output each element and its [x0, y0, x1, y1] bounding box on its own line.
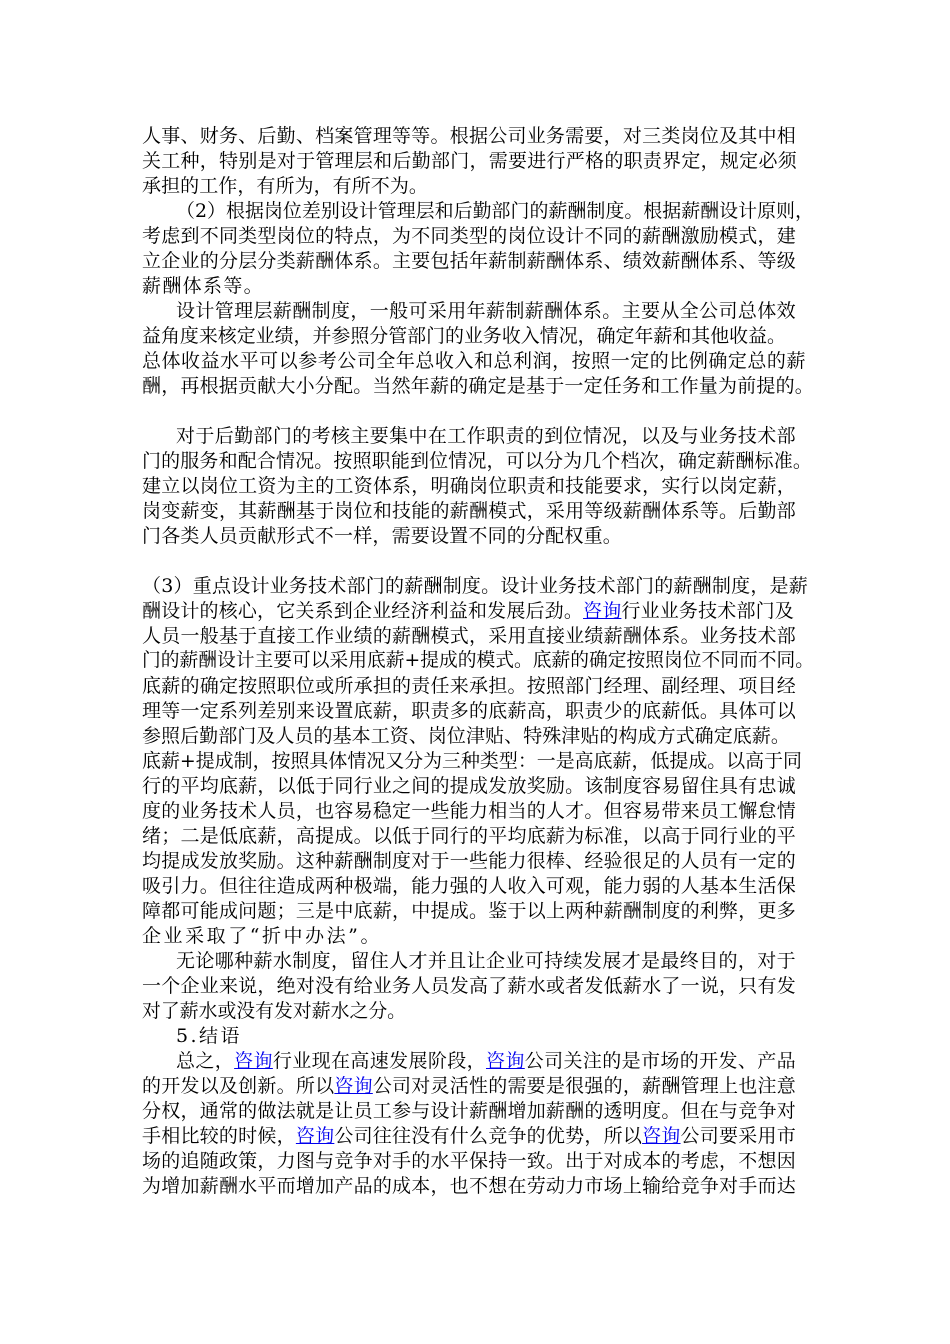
- text-run: 参照后勤部门及人员的基本工资、岗位津贴、特殊津贴的构成方式确定底薪。: [142, 725, 790, 747]
- text-run: 设计管理层薪酬制度，一般可采用年薪制薪酬体系。主要从全公司总体效: [176, 300, 797, 322]
- text-run: 对了薪水或没有发对薪水之分。: [142, 1000, 407, 1022]
- text-line: [142, 1173, 796, 1199]
- text-line: [142, 173, 428, 199]
- text-line: [142, 723, 790, 749]
- text-line: [142, 598, 794, 624]
- text-run: 障都可能成问题；三是中底薪，中提成。鉴于以上两种薪酬制度的利弊，更多: [142, 900, 796, 922]
- text-run: 薪酬体系等。: [142, 275, 264, 297]
- text-run: （2）根据岗位差别设计管理层和后勤部门的薪酬制度。根据薪酬设计原则，: [176, 200, 814, 222]
- text-run: 的开发以及创新。所以: [142, 1075, 335, 1097]
- text-run: 企业采取了“折中办法”。: [142, 925, 382, 947]
- text-run: 关工种，特别是对于管理层和后勤部门，需要进行严格的职责界定，规定必须: [142, 150, 797, 172]
- text-run: 总之，: [176, 1050, 235, 1072]
- text-run: 无论哪种薪水制度，留住人才并且让企业可持续发展才是最终目的，对于: [176, 950, 797, 972]
- text-run: 公司关注的是市场的开发、产品: [524, 1050, 796, 1072]
- text-run: 场的追随政策，力图与竞争对手的水平保持一致。出于对成本的考虑，不想因: [142, 1150, 796, 1172]
- text-line: [142, 673, 796, 699]
- text-line: [142, 1098, 796, 1124]
- text-line: [142, 1148, 796, 1174]
- text-run: 酬设计的核心，它关系到企业经济利益和发展后劲。: [142, 600, 584, 622]
- text-run: 公司要采用市: [680, 1125, 796, 1147]
- text-line: [142, 898, 796, 924]
- text-run: 人事、财务、后勤、档案管理等等。根据公司业务需要，对三类岗位及其中相: [142, 125, 796, 147]
- text-line: [142, 473, 796, 499]
- text-run: 5.结语: [176, 1025, 242, 1047]
- text-run: 为增加薪酬水平而增加产品的成本，也不想在劳动力市场上输给竞争对手而达: [142, 1175, 796, 1197]
- text-line: [142, 998, 406, 1024]
- text-run: （3）重点设计业务技术部门的薪酬制度。设计业务技术部门的薪酬制度，是薪: [142, 575, 809, 597]
- consulting-link[interactable]: 咨询: [583, 600, 622, 622]
- text-run: 绪；二是低底薪，高提成。以低于同行的平均底薪为标准，以高于同行业的平: [142, 825, 796, 847]
- text-line: [142, 773, 796, 799]
- text-run: 立企业的分层分类薪酬体系。主要包括年薪制薪酬体系、绩效薪酬体系、等级: [142, 250, 796, 272]
- text-run: 一个企业来说，绝对没有给业务人员发高了薪水或者发低薪水了一说，只有发: [142, 975, 796, 997]
- text-line: [176, 1023, 242, 1049]
- text-run: 行的平均底薪，以低于同行业之间的提成发放奖励。该制度容易留住具有忠诚: [142, 775, 796, 797]
- text-line: [176, 423, 796, 449]
- text-run: 理等一定系列差别来设置底薪，职责多的底薪高，职责少的底薪低。具体可以: [142, 700, 796, 722]
- text-line: [142, 498, 796, 524]
- consulting-link[interactable]: 咨询: [642, 1125, 681, 1147]
- text-run: 人员一般基于直接工作业绩的薪酬模式，采用直接业绩薪酬体系。业务技术部: [142, 625, 796, 647]
- text-line: [142, 698, 796, 724]
- text-run: 门各类人员贡献形式不一样，需要设置不同的分配权重。: [142, 525, 622, 547]
- consulting-link[interactable]: 咨询: [234, 1050, 273, 1072]
- text-run: 分权，通常的做法就是让员工参与设计薪酬增加薪酬的透明度。但在与竞争对: [142, 1100, 796, 1122]
- consulting-link[interactable]: 咨询: [295, 1125, 335, 1147]
- text-line: [142, 623, 796, 649]
- text-line: [142, 273, 264, 299]
- text-run: 总体收益水平可以参考公司全年总收入和总利润，按照一定的比例确定总的薪: [142, 350, 806, 372]
- text-line: [142, 798, 796, 824]
- text-run: 门的薪酬设计主要可以采用底薪+提成的模式。底薪的确定按照岗位不同而不同。: [142, 650, 814, 671]
- text-line: [176, 298, 796, 324]
- text-run: 行业现在高速发展阶段，: [272, 1050, 486, 1072]
- text-line: [142, 1073, 796, 1099]
- text-run: 益角度来核定业绩，并参照分管部门的业务收入情况，确定年薪和其他收益。: [142, 325, 786, 347]
- text-line: [142, 823, 796, 849]
- text-line: [142, 573, 808, 599]
- text-run: 承担的工作，有所为，有所不为。: [142, 175, 428, 197]
- text-line: [142, 923, 382, 949]
- text-line: [142, 373, 814, 399]
- text-run: 底薪+提成制，按照具体情况又分为三种类型：一是高底薪，低提成。以高于同: [142, 750, 802, 772]
- text-line: [142, 1123, 796, 1149]
- text-line: [142, 448, 812, 474]
- text-run: 手相比较的时候，: [142, 1125, 296, 1147]
- text-line: [142, 348, 806, 374]
- text-run: 公司对灵活性的需要是很强的，薪酬管理上也注意: [372, 1075, 796, 1097]
- text-run: 底薪的确定按照职位或所承担的责任来承担。按照部门经理、副经理、项目经: [142, 675, 796, 697]
- text-run: 吸引力。但往往造成两种极端，能力强的人收入可观，能力弱的人基本生活保: [142, 875, 796, 897]
- consulting-link[interactable]: 咨询: [485, 1050, 525, 1072]
- text-line: [176, 1048, 796, 1074]
- text-run: 酬，再根据贡献大小分配。当然年薪的确定是基于一定任务和工作量为前提的。: [142, 375, 815, 397]
- text-run: 行业业务技术部门及: [621, 600, 794, 622]
- text-line: [142, 748, 802, 774]
- text-line: [142, 123, 796, 149]
- text-line: [176, 948, 796, 974]
- text-run: 对于后勤部门的考核主要集中在工作职责的到位情况，以及与业务技术部: [176, 425, 797, 447]
- text-run: 考虑到不同类型岗位的特点，为不同类型的岗位设计不同的薪酬激励模式，建: [142, 225, 796, 247]
- text-line: [142, 248, 796, 274]
- text-run: 度的业务技术人员，也容易稳定一些能力相当的人才。但容易带来员工懈怠情: [142, 800, 796, 822]
- text-line: [142, 148, 797, 174]
- text-line: [142, 523, 622, 549]
- text-line: [142, 323, 786, 349]
- consulting-link[interactable]: 咨询: [334, 1075, 373, 1097]
- text-line: [142, 848, 796, 874]
- text-line: [142, 223, 796, 249]
- text-line: [176, 198, 814, 224]
- text-line: [142, 648, 814, 674]
- text-run: 均提成发放奖励。这种薪酬制度对于一些能力很棒、经验很足的人员有一定的: [142, 850, 796, 872]
- text-run: 门的服务和配合情况。按照职能到位情况，可以分为几个档次，确定薪酬标准。: [142, 450, 812, 472]
- text-run: 岗变薪变，其薪酬基于岗位和技能的薪酬模式，采用等级薪酬体系等。后勤部: [142, 500, 796, 522]
- text-line: [142, 973, 796, 999]
- text-run: 建立以岗位工资为主的工资体系，明确岗位职责和技能要求，实行以岗定薪，: [142, 475, 796, 497]
- text-line: [142, 873, 796, 899]
- text-run: 公司往往没有什么竞争的优势，所以: [334, 1125, 643, 1147]
